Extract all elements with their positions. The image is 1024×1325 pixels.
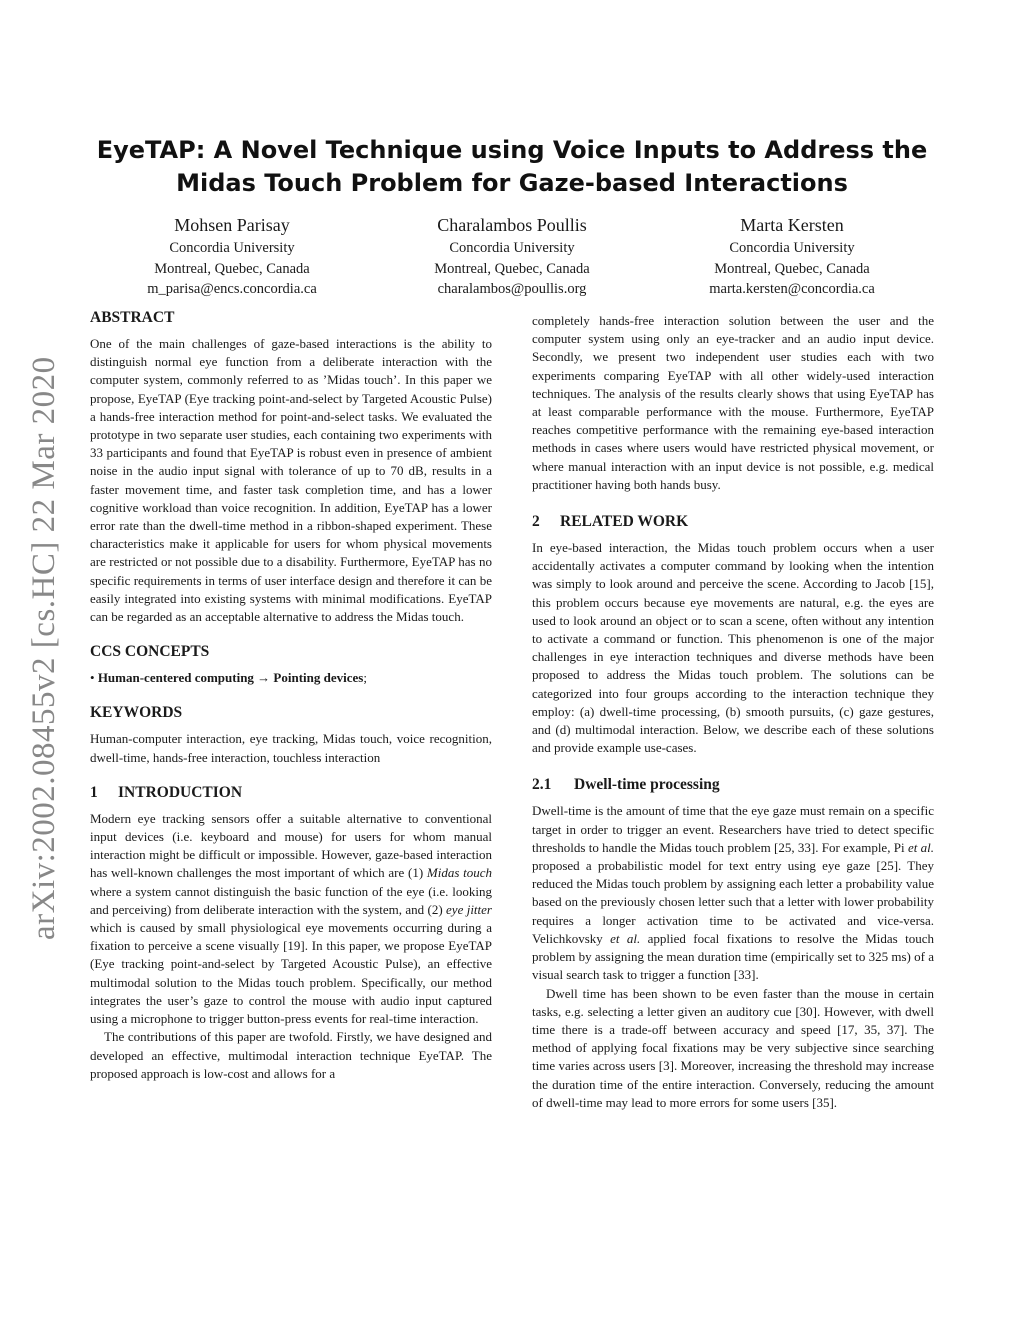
arxiv-side-stamp bbox=[14, 350, 64, 950]
author-affiliation: Concordia University bbox=[729, 240, 855, 256]
section-number: 1 bbox=[90, 783, 98, 801]
dwell-paragraph-2: Dwell time has been shown to be even faster than the mouse in certain tasks, e.g. selecting a letter given an auditory cue [30]. However, with dwell time there is a trade-off between accuracy and speed [17, 35, 37]. The method of applying focal fixations may be very subjective since searching time varies across users [3]. Moreover, increasing the threshold may increase the duration time of the entire interaction. Conversely, reducing the amount of dwell-time may lead to more errors for some users [35]. bbox=[532, 985, 934, 1110]
author-affiliation: Concordia University bbox=[169, 240, 295, 256]
subsection-title: Dwell-time processing bbox=[574, 776, 720, 794]
author-location: Montreal, Quebec, Canada bbox=[154, 260, 310, 277]
ccs-concepts bbox=[90, 669, 492, 687]
title-line-1: EyeTAP: A Novel Technique using Voice Inputs to Address the bbox=[96, 136, 928, 164]
author-location: Montreal, Quebec, Canada bbox=[714, 260, 870, 277]
intro-paragraph-2: The contributions of this paper are twofold. Firstly, we have designed and developed an effective, multimodal interaction technique EyeTAP. The proposed approach is low-cost and allows for a bbox=[90, 1029, 492, 1081]
title-line-2: Midas Touch Problem for Gaze-based Interactions bbox=[176, 169, 848, 197]
author-email: charalambos@poullis.org bbox=[437, 281, 587, 297]
author-location: Montreal, Quebec, Canada bbox=[434, 260, 590, 277]
abstract-text: One of the main challenges of gaze-based interactions is the ability to distinguish normal eye function from a deliberate interaction with the computer system, commonly referred to as ’Midas touch’. In this paper we propose, EyeTAP (Eye tracking point-and-select by Targeted Acoustic Pulse) a hands-free interaction method for point-and-select tasks. We evaluated the prototype in two separate user studies, each containing two experiments with 33 participants and found that EyeTAP is robust even in presence of ambient noise in the audio input signal with tolerance of up to 70 dB, results in a faster movement time, and faster task completion time, and has a lower cognitive workload than voice recognition. In addition, EyeTAP has a lower error rate than the dwell-time method in a ribbon-shaped experiment. These characteristics make it applicable for users for whom physical movements are restricted or not possible due to a disability. Furthermore, EyeTAP has no specific requirements in terms of user interface design and therefore it can be easily integrated into existing systems with minimal modifications. EyeTAP can be regarded as an acceptable alternative to address the Midas touch. bbox=[90, 336, 492, 625]
subsection-number: 2.1 bbox=[532, 776, 552, 794]
intro-heading bbox=[90, 783, 492, 803]
paper-title bbox=[90, 134, 934, 200]
arxiv-stamp-text: arXiv:2002.08455v2 [cs.HC] 22 Mar 2020 bbox=[26, 356, 62, 940]
author-2 bbox=[372, 213, 652, 300]
ccs-bullet: • bbox=[90, 670, 95, 686]
related-work-text: In eye-based interaction, the Midas touch problem occurs when a user accidentally activates a computer command by looking when the intention was simply to look around and perceive the scene. According to Jacob [15], this problem occurs because eye movements are natural, e.g. the eyes are used to look around an object or to scan a scene, often without any intention to activate a command or function. This phenomenon is one of the major challenges in eye interaction techniques and diverse methods have been proposed to address the Midas touch problem. The solutions can be categorized into four groups according to the interaction technique they employ: (a) dwell-time processing, (b) smooth pursuits, (c) gaze gestures, and (d) multimodal interaction. Below, we describe each of these solutions and provide example use-cases. bbox=[532, 540, 934, 756]
section-title: INTRODUCTION bbox=[118, 783, 243, 801]
section-title: RELATED WORK bbox=[560, 513, 689, 531]
right-column bbox=[532, 312, 934, 1112]
left-column bbox=[90, 308, 492, 1083]
author-name: Charalambos Poullis bbox=[437, 215, 587, 235]
related-work-heading bbox=[532, 512, 934, 532]
author-name: Marta Kersten bbox=[740, 215, 844, 235]
intro-paragraph-1: Modern eye tracking sensors offer a suitable alternative to conventional input devices (i.e. keyboard and mouse) for users for whom manual interaction might be difficult or impossible. However, gaze-based interaction has well-known challenges the most important of which are (1) Midas touch where a system cannot distinguish the basic function of the eye (i.e. looking and perceiving) from deliberate interaction with the system, and (2) eye jitter which is caused by small physiological eye movements occurring during a fixation to perceive a scene visually [19]. In this paper, we propose EyeTAP (Eye tracking point-and-select by Targeted Acoustic Pulse), an effective multimodal solution to the Midas touch problem. Specifically, our method integrates the user’s gaze to control the mouse with audio input captured using a microphone to trigger button-press events for real-time interaction. bbox=[90, 810, 492, 1027]
intro-paragraph-2-continued: completely hands-free interaction solution between the user and the computer system using only an eye-tracker and an audio input device. Secondly, we present two independent user studies each with two experiments comparing EyeTAP with all other widely-used interaction techniques. The analysis of the results clearly shows that using EyeTAP has at least comparable performance with the mouse. Furthermore, EyeTAP reaches competitive performance with the remaining eye-based interaction methods in cases where users would have restricted physical movement, or where manual interaction with an input device is not possible, e.g. medical practitioner having both hands busy. bbox=[532, 313, 934, 492]
author-email: marta.kersten@concordia.ca bbox=[709, 281, 875, 297]
author-3 bbox=[652, 213, 932, 300]
keywords-heading: KEYWORDS bbox=[90, 704, 183, 722]
author-1 bbox=[92, 213, 372, 300]
author-block bbox=[92, 213, 932, 300]
abstract-heading: ABSTRACT bbox=[90, 309, 175, 326]
author-email: m_parisa@encs.concordia.ca bbox=[147, 281, 317, 297]
ccs-concept: Human-centered computing → Pointing devices bbox=[97, 670, 364, 686]
author-affiliation: Concordia University bbox=[449, 240, 575, 256]
dwell-time-heading bbox=[532, 775, 934, 795]
dwell-paragraph-1: Dwell-time is the amount of time that the eye gaze must remain on a specific target in order to trigger an event. Researchers have tried to detect specific thresholds to handle the Midas touch problem [25, 33]. For example, Pi et al. proposed a probabilistic model for text entry using eye gaze [25]. They reduced the Midas touch problem by assigning each letter a probability value based on the previously chosen letter such that a letter with lower probability requires a longer activation time to be activated and vice-versa. Velichkovsky et al. applied focal fixations to resolve the Midas touch problem by assigning the mean duration time (empirically set to 325 ms) of a visual search task to trigger a function [33]. bbox=[532, 803, 934, 983]
section-number: 2 bbox=[532, 513, 540, 531]
keywords-text: Human-computer interaction, eye tracking, Midas touch, voice recognition, dwell-time, hands-free interaction, touchless interaction bbox=[90, 731, 492, 765]
author-name: Mohsen Parisay bbox=[174, 215, 290, 235]
ccs-heading: CCS CONCEPTS bbox=[90, 643, 210, 661]
ccs-suffix: ; bbox=[363, 670, 367, 686]
